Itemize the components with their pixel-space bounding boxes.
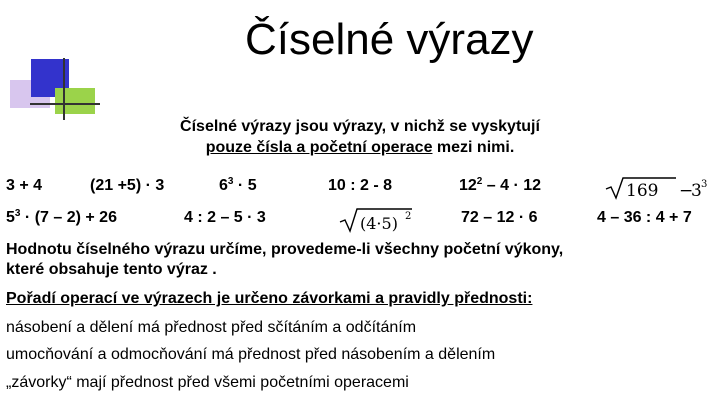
paragraph-line-1: Hodnotu číselného výrazu určíme, provedeme-li všechny početní výkony, [6, 241, 564, 258]
decor-square-green [55, 88, 95, 114]
intro-rest: mezi nimi. [432, 139, 515, 156]
intro-line-1: Číselné výrazy jsou výrazy, v nichž se vyskytují [180, 118, 540, 135]
example-4: 10 : 2 - 8 [328, 177, 393, 194]
intro-underlined: pouze čísla a početní operace [205, 139, 433, 156]
svg-text:2: 2 [405, 211, 412, 222]
example-3: $6^3 \cdot 5$ [219, 176, 257, 194]
rule-3: „závorky“ mají přednost před všemi početními operacemi [6, 374, 409, 391]
example-6-sqrt [604, 174, 708, 202]
rule-2: umocňování a odmocňování má přednost před násobením a dělením [6, 346, 496, 363]
example-10: 72 – 12 · 6 [461, 209, 538, 226]
decor-vertical-line [63, 58, 65, 120]
example-8: 4 : 2 – 5 · 3 [184, 209, 266, 226]
svg-text:3: 3 [691, 181, 702, 201]
rule-1: násobení a dělení má přednost před sčítáním a odčítáním [6, 319, 417, 336]
rules-heading: Pořadí operací ve výrazech je určeno závorkami a pravidly přednosti: [6, 290, 533, 307]
example-7: $5^3 \cdot (7 - 2) + 26$ [6, 208, 117, 226]
slide-title: Číselné výrazy [245, 15, 534, 64]
intro-line-2 [120, 137, 600, 158]
intro-text [120, 116, 600, 158]
svg-text:3: 3 [701, 179, 708, 190]
example-11: 4 – 36 : 4 + 7 [597, 209, 692, 226]
paragraph-line-2: které obsahuje tento výraz . [6, 261, 217, 278]
example-2: (21 +5) · 3 [90, 177, 165, 194]
decor-horizontal-line [30, 103, 100, 105]
svg-text:−: − [679, 181, 694, 201]
example-1: 3 + 4 [6, 177, 43, 194]
svg-text:169: 169 [626, 181, 659, 201]
svg-text:(4·5): (4·5) [360, 214, 398, 233]
example-5: $12^2 - 4 \cdot 12$ [459, 176, 542, 194]
evaluation-paragraph [6, 240, 716, 280]
example-9-sqrt [338, 205, 418, 235]
